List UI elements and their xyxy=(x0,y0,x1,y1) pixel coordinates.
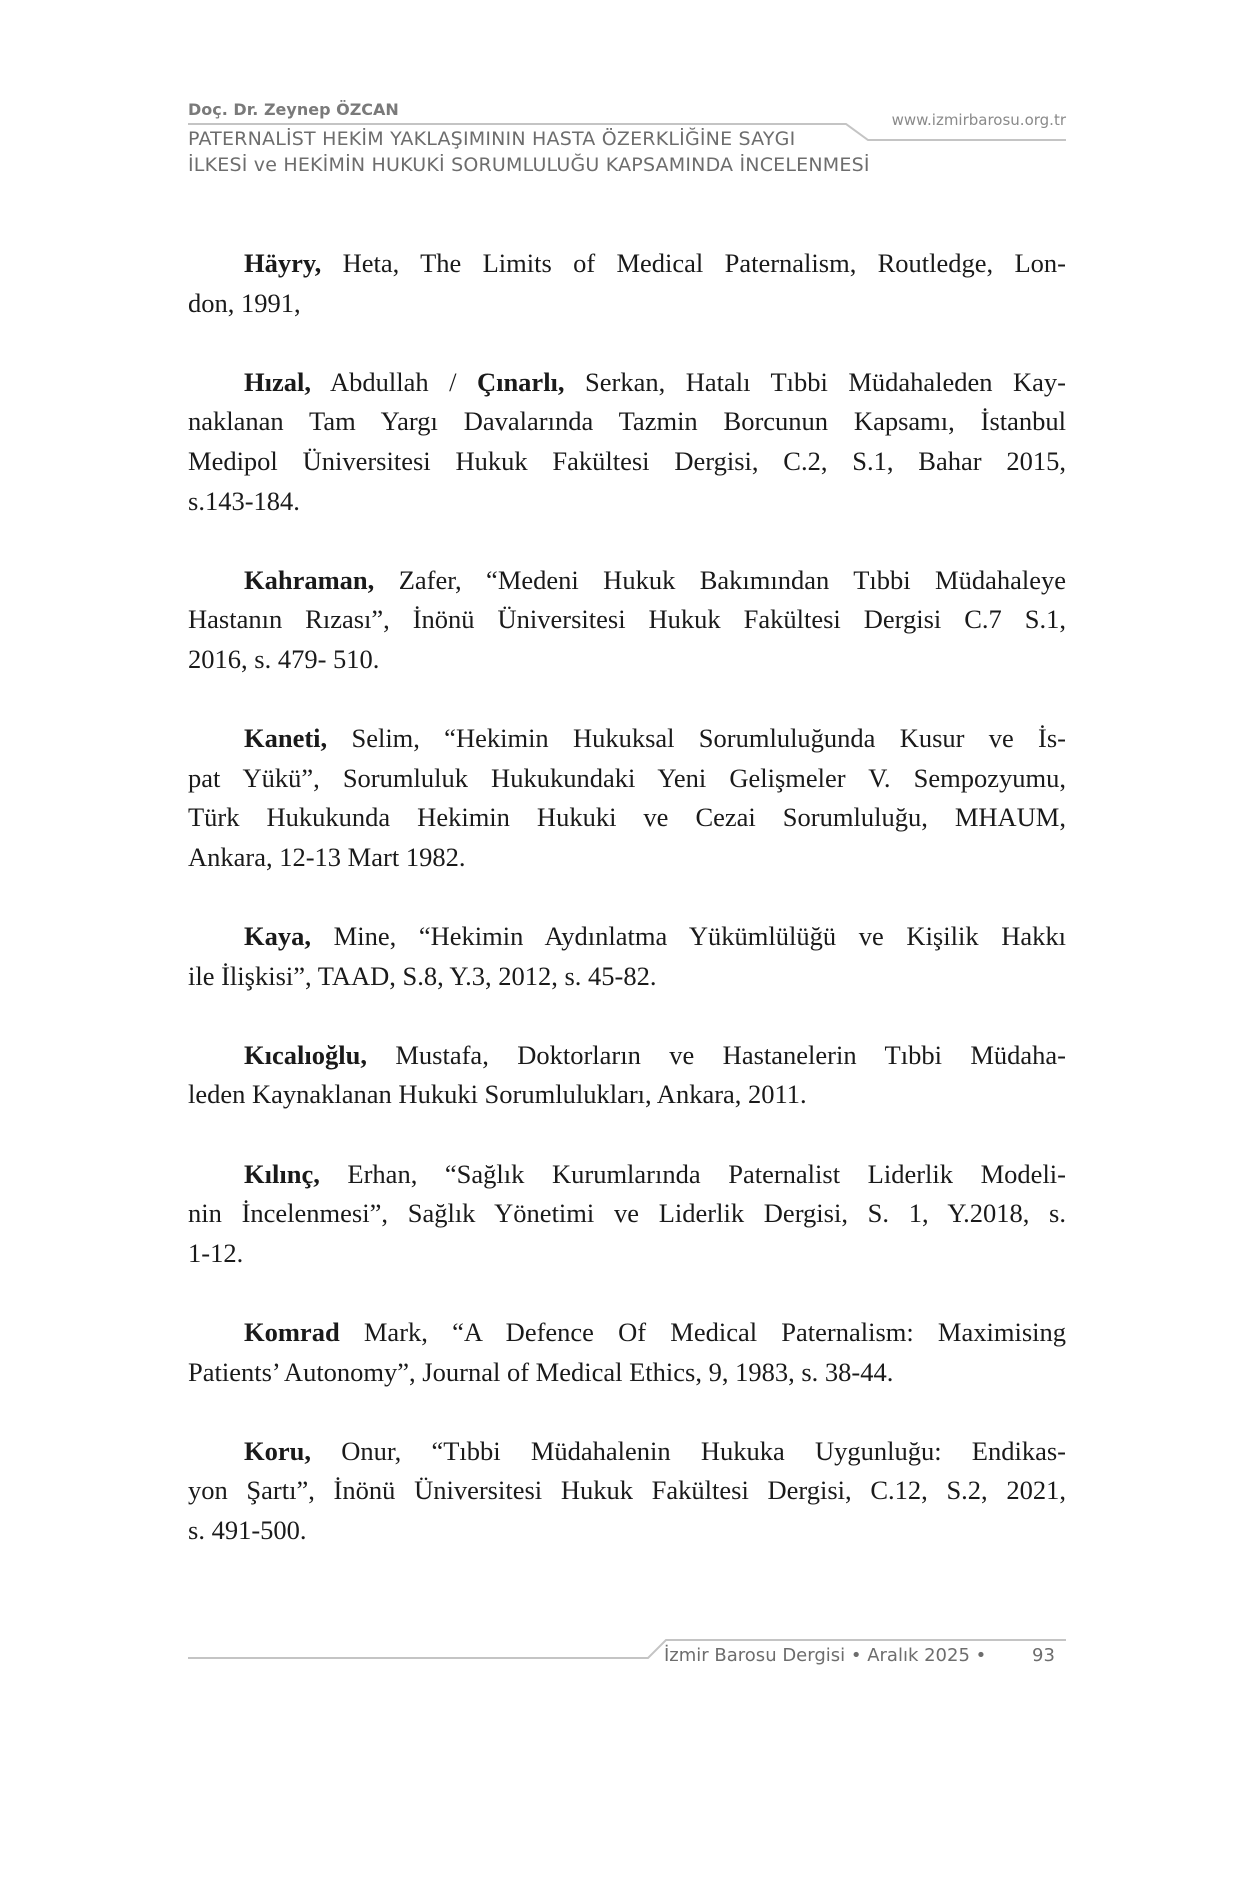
entry-author: Kaya, xyxy=(244,921,311,952)
footer-journal-info: İzmir Barosu Dergisi • Aralık 2025 • xyxy=(664,1645,987,1666)
entry-line: Ankara, 12-13 Mart 1982. xyxy=(188,841,466,872)
entry-text: Mine, “Hekimin Aydınlatma Yükümlülüğü ve Kişilik Hakkı xyxy=(311,921,1066,952)
entry-author: Koru, xyxy=(244,1435,311,1466)
entry-line: don, 1991, xyxy=(188,287,301,318)
entry-line: pat Yükü”, Sorumluluk Hukukundaki Yeni Gelişmeler V. Sempozyumu, xyxy=(188,762,1066,793)
entry-line: Medipol Üniversitesi Hukuk Fakültesi Dergisi, C.2, S.1, Bahar 2015, xyxy=(188,445,1066,476)
article-title-line-2: İLKESİ ve HEKİMİN HUKUKİ SORUMLULUĞU KAPSAMINDA İNCELENMESİ xyxy=(188,154,870,176)
bibliography-entry xyxy=(188,719,1066,877)
entry-line xyxy=(188,1313,1066,1353)
entry-line: naklanan Tam Yargı Davalarında Tazmin Borcunun Kapsamı, İstanbul xyxy=(188,406,1066,437)
entry-line xyxy=(188,917,1066,957)
bibliography-entry xyxy=(188,363,1066,521)
bibliography-entry xyxy=(188,1036,1066,1115)
entry-line xyxy=(188,1036,1066,1076)
entry-line: Hastanın Rızası”, İnönü Üniversitesi Hukuk Fakültesi Dergisi C.7 S.1, xyxy=(188,604,1066,635)
entry-text: Mark, “A Defence Of Medical Paternalism: Maximising xyxy=(339,1317,1066,1348)
entry-author: Komrad xyxy=(244,1317,340,1348)
entry-text: Erhan, “Sağlık Kurumlarında Paternalist Liderlik Modeli- xyxy=(319,1158,1066,1189)
entry-line: Patients’ Autonomy”, Journal of Medical Ethics, 9, 1983, s. 38-44. xyxy=(188,1356,894,1387)
entry-author: Kıcalıoğlu, xyxy=(244,1039,367,1070)
entry-author: Kahraman, xyxy=(244,564,375,595)
entry-text: Onur, “Tıbbi Müdahalenin Hukuka Uygunluğu: Endikas- xyxy=(311,1435,1066,1466)
entry-line xyxy=(188,561,1066,601)
article-title-line-1: PATERNALİST HEKİM YAKLAŞIMININ HASTA ÖZERKLİĞİNE SAYGI xyxy=(188,128,796,150)
entry-author: Häyry, xyxy=(244,248,322,278)
entry-line: Türk Hukukunda Hekimin Hukuki ve Cezai Sorumluluğu, MHAUM, xyxy=(188,802,1066,833)
entry-text: Serkan, Hatalı Tıbbi Müdahaleden Kay- xyxy=(564,366,1067,397)
entry-text: Selim, “Hekimin Hukuksal Sorumluluğunda Kusur ve İs- xyxy=(327,723,1066,754)
entry-line xyxy=(188,719,1066,759)
bibliography-entry xyxy=(188,917,1066,996)
entry-author: Hızal, xyxy=(244,366,311,397)
website-url[interactable]: www.izmirbarosu.org.tr xyxy=(891,111,1066,129)
entry-line xyxy=(188,363,1066,403)
bibliography-entry xyxy=(188,1313,1066,1392)
bibliography-list xyxy=(188,244,1066,1590)
entry-line: s.143-184. xyxy=(188,485,300,516)
bibliography-entry xyxy=(188,1155,1066,1274)
entry-line: ile İlişkisi”, TAAD, S.8, Y.3, 2012, s. 45-82. xyxy=(188,960,657,991)
page-number: 93 xyxy=(1032,1645,1055,1666)
entry-line: leden Kaynaklanan Hukuki Sorumlulukları, Ankara, 2011. xyxy=(188,1079,807,1110)
entry-line: 2016, s. 479- 510. xyxy=(188,643,380,674)
bibliography-entry xyxy=(188,244,1066,323)
entry-text: Zafer, “Medeni Hukuk Bakımından Tıbbi Müdahaleye xyxy=(374,564,1066,595)
entry-text: Heta, The Limits of Medical Paternalism, Routledge, Lon- xyxy=(321,248,1066,278)
entry-author: Çınarlı, xyxy=(476,366,565,397)
entry-line: nin İncelenmesi”, Sağlık Yönetimi ve Liderlik Dergisi, S. 1, Y.2018, s. xyxy=(188,1198,1066,1229)
entry-author: Kaneti, xyxy=(244,723,328,754)
author-name: Doç. Dr. Zeynep ÖZCAN xyxy=(188,100,399,119)
entry-line xyxy=(188,1432,1066,1472)
entry-author: Kılınç, xyxy=(244,1158,320,1189)
entry-line: s. 491-500. xyxy=(188,1515,307,1545)
entry-line xyxy=(188,1155,1066,1195)
entry-text: Abdullah / xyxy=(310,366,477,397)
bibliography-entry xyxy=(188,561,1066,680)
entry-line: yon Şartı”, İnönü Üniversitesi Hukuk Fakültesi Dergisi, C.12, S.2, 2021, xyxy=(188,1475,1066,1506)
entry-text: Mustafa, Doktorların ve Hastanelerin Tıbbi Müdaha- xyxy=(366,1039,1066,1070)
bibliography-entry xyxy=(188,1432,1066,1551)
entry-line: 1-12. xyxy=(188,1237,244,1268)
entry-line xyxy=(188,244,1066,284)
